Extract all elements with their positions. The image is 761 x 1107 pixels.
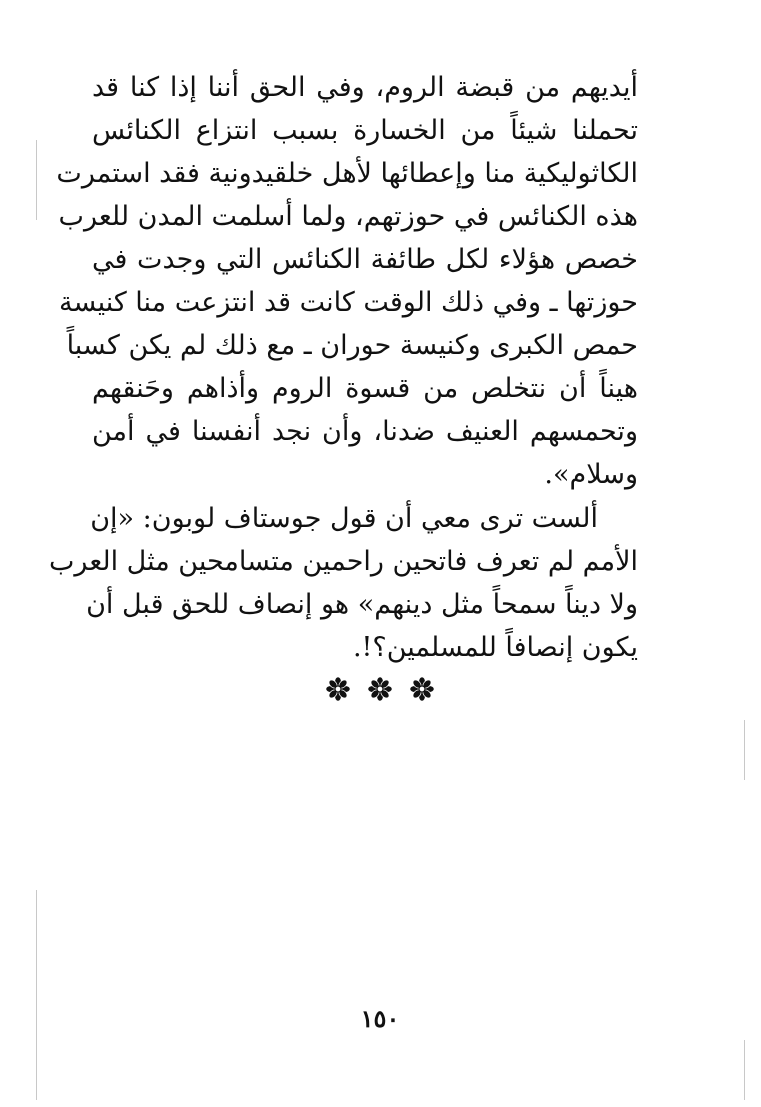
scan-artifact xyxy=(744,1040,745,1100)
flower-ornament-icon xyxy=(409,676,435,702)
scan-artifact xyxy=(744,720,745,780)
text-line: الأمم لم تعرف فاتحين راحمين متسامحين مثل العرب xyxy=(49,546,638,577)
text-line: هيناً أن نتخلص من قسوة الروم وأذاهم وحَنقهم xyxy=(92,373,638,404)
paragraph-quote-end xyxy=(56,66,638,496)
section-divider xyxy=(300,676,460,706)
text-line: أيديهم من قبضة الروم، وفي الحق أننا إذا كنا قد xyxy=(92,72,638,103)
text-line: ألست ترى معي أن قول جوستاف لوبون: «إن xyxy=(90,503,598,534)
flower-ornament-icon xyxy=(325,676,351,702)
text-line: حوزتها ـ وفي ذلك الوقت كانت قد انتزعت منا كنيسة xyxy=(59,287,638,318)
text-line: وسلام». xyxy=(544,459,638,490)
scan-artifact xyxy=(36,140,37,220)
text-line: خصص هؤلاء لكل طائفة الكنائس التي وجدت في xyxy=(92,244,638,275)
page-number: ١٥٠ xyxy=(360,1004,400,1033)
text-line: وتحمسهم العنيف ضدنا، وأن نجد أنفسنا في أمن xyxy=(92,416,638,447)
text-line: ولا ديناً سمحاً مثل دينهم» هو إنصاف للحق قبل أن xyxy=(86,589,638,620)
text-line: تحملنا شيئاً من الخسارة بسبب انتزاع الكنائس xyxy=(92,115,638,146)
paragraph-question xyxy=(49,497,638,669)
text-line: هذه الكنائس في حوزتهم، ولما أسلمت المدن للعرب xyxy=(58,201,638,232)
text-line: يكون إنصافاً للمسلمين؟!. xyxy=(352,632,638,663)
flower-ornament-icon xyxy=(367,676,393,702)
scan-artifact xyxy=(36,890,37,1100)
text-line: حمص الكبرى وكنيسة حوران ـ مع ذلك لم يكن كسباً xyxy=(66,330,638,361)
text-line: الكاثوليكية منا وإعطائها لأهل خلقيدونية فقد استمرت xyxy=(56,158,638,189)
